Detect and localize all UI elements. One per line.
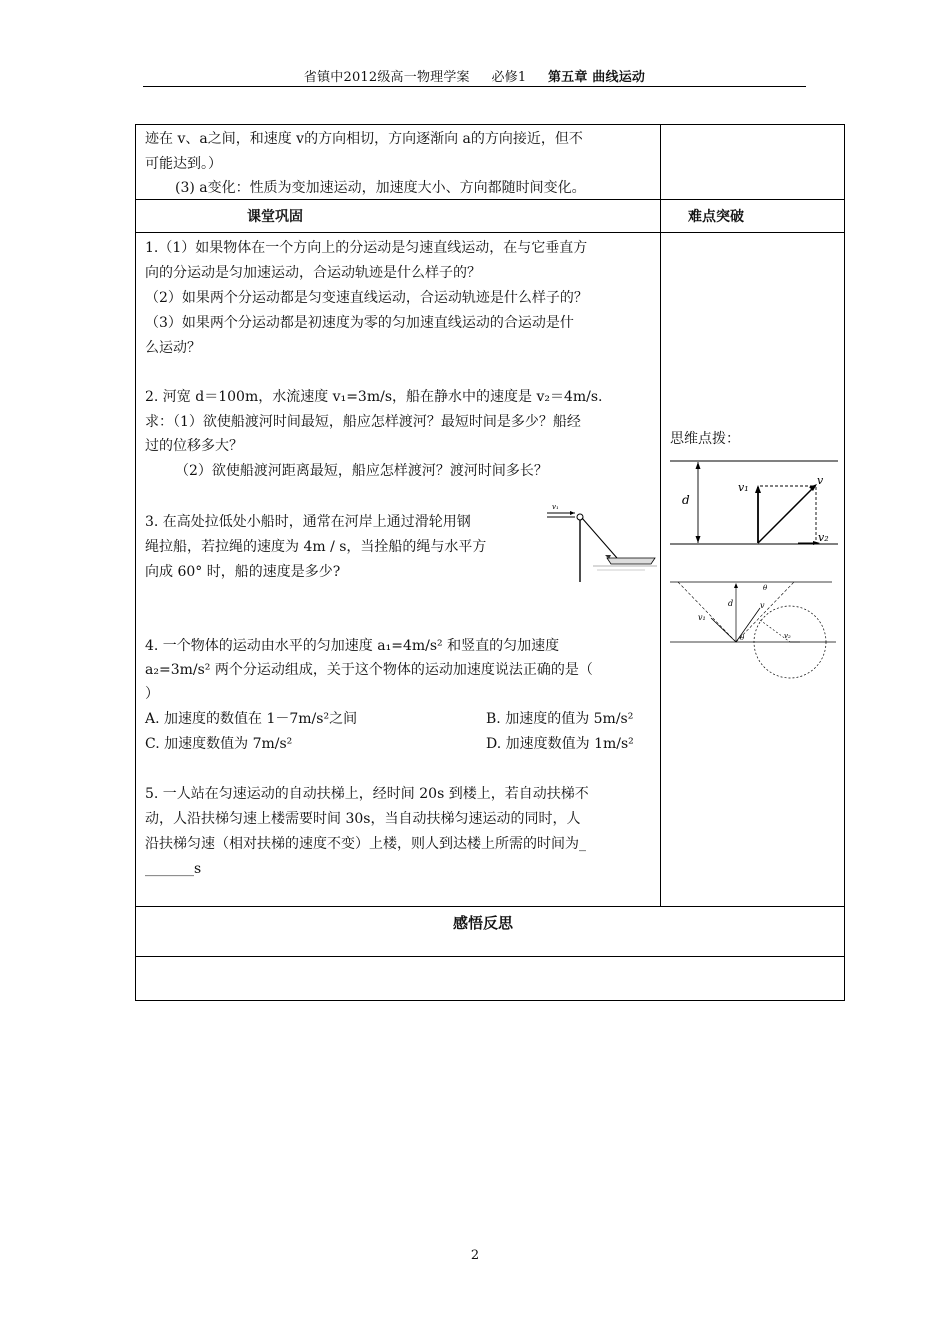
v-label: v: [760, 601, 765, 610]
v-label: v: [817, 474, 824, 487]
v1-label: v₁: [738, 481, 749, 494]
pulley-boat-figure: [545, 500, 660, 585]
width-label-d: d: [682, 493, 690, 507]
q5-line-4: _______s: [145, 861, 202, 877]
page-number: 2: [470, 1248, 480, 1263]
q1-line-3: （2）如果两个分运动都是匀变速直线运动，合运动轨迹是什么样子的？: [145, 290, 588, 306]
q4-option-b: B. 加速度的值为 5m/s²: [486, 711, 634, 727]
q2-line-2: 求：（1）欲使船渡河时间最短，船应怎样渡河？最短时间是多少？船经: [145, 414, 581, 430]
row-divider: [135, 906, 845, 907]
q5-line-1: 5. 一人站在匀速运动的自动扶梯上，经时间 20s 到楼上，若自动扶梯不: [145, 786, 589, 802]
width-label-d: d: [728, 599, 734, 608]
q1-line-5: 么运动？: [145, 340, 201, 356]
q4-line-3: ）: [145, 686, 159, 702]
header-chapter: 第五章 曲线运动: [547, 70, 646, 85]
header-rule: [143, 86, 806, 87]
top-line-3: (3) a变化：性质为变加速运动，加速度大小、方向都随时间变化。: [175, 180, 586, 196]
section-reflection: 感悟反思: [453, 914, 514, 932]
header-module: 必修1: [491, 70, 527, 85]
q3-line-2: 绳拉船，若拉绳的速度为 4m / s，当拴船的绳与水平方: [145, 539, 487, 555]
column-divider: [660, 124, 661, 907]
top-line-2: 可能达到。）: [145, 156, 222, 172]
q5-line-2: 动，人沿扶梯匀速上楼需要时间 30s，当自动扶梯匀速运动的同时，人: [145, 811, 581, 827]
q1-line-4: （3）如果两个分运动都是初速度为零的匀加速直线运动的合运动是什: [145, 315, 574, 331]
theta-bottom-label: θ: [740, 634, 745, 642]
q2-line-3: 过的位移多大？: [145, 438, 243, 454]
q4-option-a: A. 加速度的数值在 1－7m/s²之间: [145, 711, 358, 727]
section-difficulty: 难点突破: [688, 209, 744, 225]
q1-line-2: 向的分运动是匀加速运动，合运动轨迹是什么样子的？: [145, 265, 481, 281]
top-line-1: 迹在 v、a之间，和速度 v的方向相切，方向逐渐向 a的方向接近，但不: [145, 131, 583, 147]
q4-option-c: C. 加速度数值为 7m/s²: [145, 736, 293, 752]
theta-top-label: θ: [763, 584, 768, 592]
q4-option-d: D. 加速度数值为 1m/s²: [486, 736, 634, 752]
q3-line-3: 向成 60° 时，船的速度是多少?: [145, 564, 341, 580]
q2-line-1: 2. 河宽 d＝100m，水流速度 v₁=3m/s，船在静水中的速度是 v₂＝4m/s.: [145, 389, 603, 405]
q4-line-1: 4. 一个物体的运动由水平的匀加速度 a₁=4m/s² 和竖直的匀加速度: [145, 638, 560, 654]
q3-line-1: 3. 在高处拉低处小船时，通常在河岸上通过滑轮用钢: [145, 514, 471, 530]
hint-label: 思维点拨：: [670, 431, 740, 447]
q1-line-1: 1.（1）如果物体在一个方向上的分运动是匀速直线运动，在与它垂直方: [145, 240, 588, 256]
rope-velocity-label: v₁: [552, 503, 559, 511]
row-divider: [135, 232, 845, 233]
crossing-diagram-shortest-distance: [668, 576, 840, 682]
v2-label: v₂: [818, 531, 829, 544]
crossing-diagram-shortest-time: [668, 456, 840, 552]
q2-line-4: （2）欲使船渡河距离最短，船应怎样渡河？渡河时间多长？: [175, 463, 548, 479]
v1-label: v₁: [698, 613, 706, 622]
q4-line-2: a₂=3m/s² 两个分运动组成，关于这个物体的运动加速度说法正确的是（: [145, 662, 593, 678]
v2-label: v₂: [784, 632, 791, 640]
page-header: [143, 66, 806, 85]
q5-line-3: 沿扶梯匀速（相对扶梯的速度不变）上楼，则人到达楼上所需的时间为_: [145, 836, 586, 852]
section-classroom: 课堂巩固: [247, 209, 303, 225]
row-divider: [135, 956, 845, 957]
header-title: 省镇中2012级高一物理学案: [303, 70, 470, 85]
